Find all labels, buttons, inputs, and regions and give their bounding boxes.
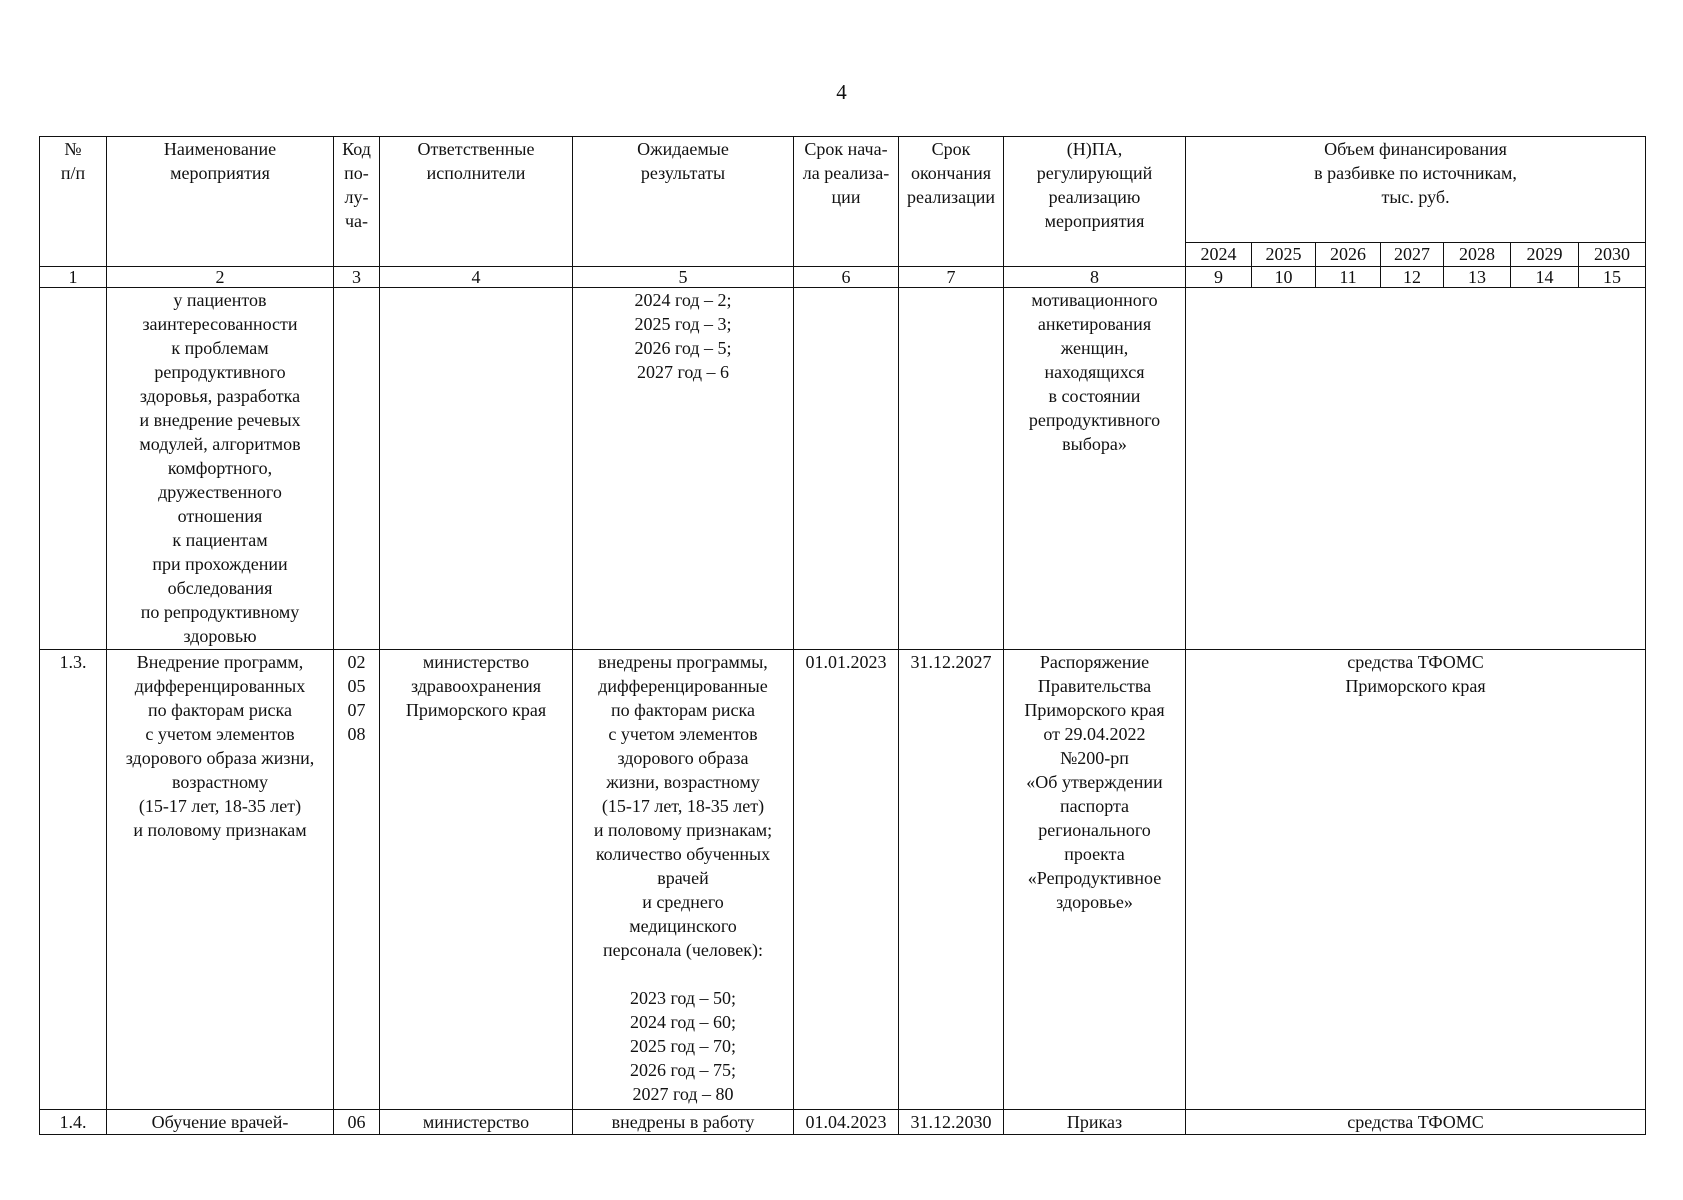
header-start: Срок нача- ла реализа- ции	[794, 137, 899, 267]
column-number: 13	[1444, 267, 1511, 288]
header-no: № п/п	[40, 137, 107, 267]
year-2029: 2029	[1511, 243, 1579, 267]
column-number: 6	[794, 267, 899, 288]
row-responsible	[380, 288, 573, 650]
row-end	[899, 288, 1004, 650]
row-expected: 2024 год – 2; 2025 год – 3; 2026 год – 5; 2027 год – 6	[573, 288, 794, 650]
row-npa: Приказ	[1004, 1110, 1186, 1135]
row-financing: средства ТФОМС	[1186, 1110, 1646, 1135]
row-start	[794, 288, 899, 650]
row-no: 1.4.	[40, 1110, 107, 1135]
column-number: 1	[40, 267, 107, 288]
column-number: 4	[380, 267, 573, 288]
header-responsible: Ответственные исполнители	[380, 137, 573, 267]
row-financing	[1186, 288, 1646, 650]
row-no	[40, 288, 107, 650]
row-start: 01.04.2023	[794, 1110, 899, 1135]
row-expected: внедрены в работу	[573, 1110, 794, 1135]
header-expected: Ожидаемые результаты	[573, 137, 794, 267]
column-number: 10	[1252, 267, 1316, 288]
row-responsible: министерство	[380, 1110, 573, 1135]
column-number: 15	[1579, 267, 1646, 288]
row-npa: Распоряжение Правительства Приморского края от 29.04.2022 №200-рп «Об утверждении паспорта регионального проекта «Репродуктивное здоровье»	[1004, 650, 1186, 1110]
row-name: у пациентов заинтересованности к проблемам репродуктивного здоровья, разработка и внедрение речевых модулей, алгоритмов комфортного, дружественного отношения к пациентам при прохождении обследования по репродуктивному здоровью	[107, 288, 334, 650]
row-code: 06	[334, 1110, 380, 1135]
column-number: 14	[1511, 267, 1579, 288]
row-end: 31.12.2027	[899, 650, 1004, 1110]
page-number: 4	[836, 80, 847, 104]
row-responsible: министерство здравоохранения Приморского края	[380, 650, 573, 1110]
row-financing: средства ТФОМС Приморского края	[1186, 650, 1646, 1110]
year-2024: 2024	[1186, 243, 1252, 267]
table-row	[40, 650, 1646, 1110]
column-number: 11	[1316, 267, 1381, 288]
header-npa: (Н)ПА, регулирующий реализацию мероприятия	[1004, 137, 1186, 267]
row-code: 02 05 07 08	[334, 650, 380, 1110]
column-number: 12	[1381, 267, 1444, 288]
year-2025: 2025	[1252, 243, 1316, 267]
header-code: Код по- лу- ча-	[334, 137, 380, 267]
year-2027: 2027	[1381, 243, 1444, 267]
table-row	[40, 288, 1646, 650]
column-number: 8	[1004, 267, 1186, 288]
header-financing: Объем финансирования в разбивке по источникам, тыс. руб.	[1186, 137, 1646, 243]
column-number: 9	[1186, 267, 1252, 288]
row-expected: внедрены программы, дифференцированные по факторам риска с учетом элементов здорового образа жизни, возрастному (15-17 лет, 18-35 лет) и половому признакам; количество обученных врачей и среднего медицинского персонала (человек): 2023 год – 50; 2024 год – 60; 2025 год – 70; 2026 год – 75; 2027 год – 80	[573, 650, 794, 1110]
column-number: 2	[107, 267, 334, 288]
row-name: Обучение врачей-	[107, 1110, 334, 1135]
header-name: Наименование мероприятия	[107, 137, 334, 267]
header-end: Срок окончания реализации	[899, 137, 1004, 267]
year-2030: 2030	[1579, 243, 1646, 267]
row-npa: мотивационного анкетирования женщин, находящихся в состоянии репродуктивного выбора»	[1004, 288, 1186, 650]
table-row	[40, 1110, 1646, 1135]
measures-table	[39, 136, 1646, 1135]
column-number: 7	[899, 267, 1004, 288]
row-start: 01.01.2023	[794, 650, 899, 1110]
year-2026: 2026	[1316, 243, 1381, 267]
column-number: 5	[573, 267, 794, 288]
year-2028: 2028	[1444, 243, 1511, 267]
row-code	[334, 288, 380, 650]
row-no: 1.3.	[40, 650, 107, 1110]
row-end: 31.12.2030	[899, 1110, 1004, 1135]
column-number: 3	[334, 267, 380, 288]
row-name: Внедрение программ, дифференцированных по факторам риска с учетом элементов здорового образа жизни, возрастному (15-17 лет, 18-35 лет) и половому признакам	[107, 650, 334, 1110]
